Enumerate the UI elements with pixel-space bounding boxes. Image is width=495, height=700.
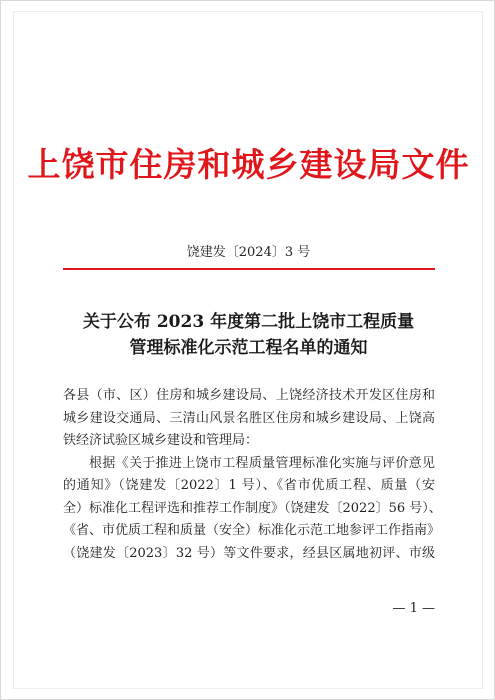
body-line: 根据《关于推进上饶市工程质量管理标准化实施与评价意见	[89, 455, 435, 471]
page-number: — 1 —	[392, 601, 435, 616]
body-line: 的通知》（饶建发〔2022〕1 号）、《省市优质工程、质量（安	[63, 478, 435, 493]
red-divider-line	[63, 268, 435, 270]
notice-title	[1, 309, 495, 361]
notice-title-line-1: 关于公布 2023 年度第二批上饶市工程质量	[82, 312, 415, 332]
notice-body	[63, 385, 442, 565]
document-number: 饶建发〔2024〕3 号	[186, 245, 311, 260]
body-line: 各县（市、区）住房和城乡建设局、上饶经济技术开发区住房和	[63, 388, 435, 403]
body-line: 全）标准化工程评选和推荐工作制度》（饶建发〔2022〕56 号）、	[63, 500, 442, 516]
body-line: 《省、市优质工程和质量（安全）标准化示范工地参评工作指南》	[63, 523, 441, 538]
body-line: （饶建发〔2023〕32 号）等文件要求，经县区属地初评、市级	[63, 545, 435, 561]
notice-title-line-2: 管理标准化示范工程名单的通知	[129, 338, 368, 358]
issuing-authority-title: 上饶市住房和城乡建设局文件	[27, 145, 470, 184]
body-line: 铁经济试验区城乡建设和管理局：	[63, 433, 259, 448]
body-line: 城乡建设交通局、三清山风景名胜区住房和城乡建设局、上饶高	[63, 410, 435, 426]
